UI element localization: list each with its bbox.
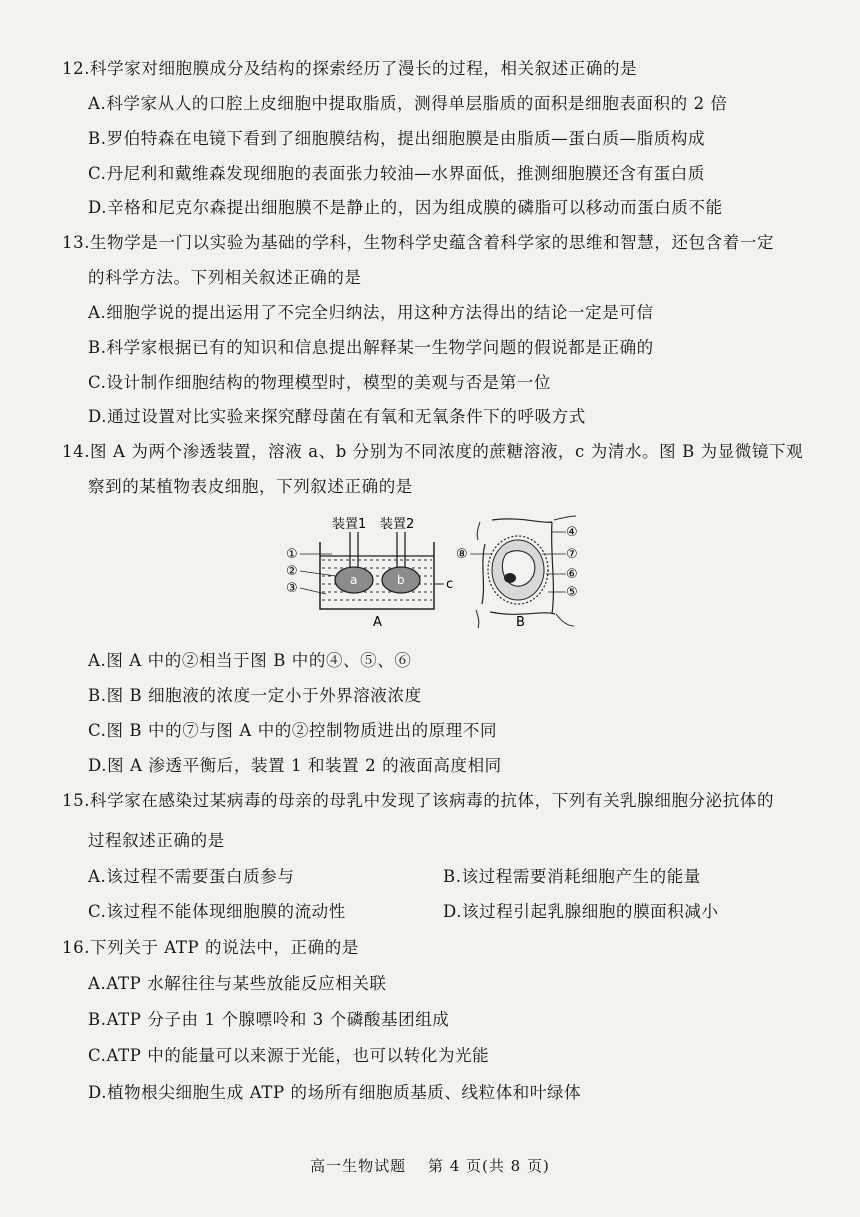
q14-stem-line1: 14.图 A 为两个渗透装置，溶液 a、b 分别为不同浓度的蔗糖溶液，c 为清水。图 B 为显微镜下观 — [62, 442, 804, 461]
solution-a-label: a — [350, 573, 358, 587]
device1-label: 装置1 — [332, 517, 367, 532]
q14-stem-line2: 察到的某植物表皮细胞，下列叙述正确的是 — [88, 477, 413, 496]
solution-b-label: b — [397, 573, 405, 587]
label-7: ⑦ — [566, 547, 578, 562]
q14-option-b: B.图 B 细胞液的浓度一定小于外界溶液浓度 — [88, 686, 422, 705]
q12-option-d: D.辛格和尼克尔森提出细胞膜不是静止的，因为组成膜的磷脂可以移动而蛋白质不能 — [88, 198, 723, 217]
q13-option-d: D.通过设置对比实验来探究酵母菌在有氧和无氧条件下的呼吸方式 — [88, 407, 586, 426]
q16-stem: 16.下列关于 ATP 的说法中，正确的是 — [62, 938, 359, 957]
q15-option-d: D.该过程引起乳腺细胞的膜面积减小 — [443, 902, 719, 921]
solution-c-label: c — [446, 577, 454, 592]
q12-stem: 12.科学家对细胞膜成分及结构的探索经历了漫长的过程，相关叙述正确的是 — [62, 59, 638, 78]
q15-stem-line1: 15.科学家在感染过某病毒的母亲的母乳中发现了该病毒的抗体，下列有关乳腺细胞分泌抗体的 — [62, 791, 775, 810]
osmosis-diagram — [280, 514, 610, 632]
q14-option-a: A.图 A 中的②相当于图 B 中的④、⑤、⑥ — [88, 651, 412, 670]
caption-a: A — [373, 615, 382, 630]
q13-option-a: A.细胞学说的提出运用了不完全归纳法，用这种方法得出的结论一定是可信 — [88, 303, 654, 322]
q16-option-d: D.植物根尖细胞生成 ATP 的场所有细胞质基质、线粒体和叶绿体 — [88, 1083, 582, 1102]
page-footer — [0, 1155, 860, 1176]
q13-stem-line1: 13.生物学是一门以实验为基础的学科，生物科学史蕴含着科学家的思维和智慧，还包含着一定 — [62, 233, 775, 252]
q12-option-c: C.丹尼利和戴维森发现细胞的表面张力较油—水界面低，推测细胞膜还含有蛋白质 — [88, 164, 705, 183]
q15-stem-line2: 过程叙述正确的是 — [88, 831, 225, 850]
q12-option-b: B.罗伯特森在电镜下看到了细胞膜结构，提出细胞膜是由脂质—蛋白质—脂质构成 — [88, 129, 706, 148]
footer-subject: 高一生物试题 — [310, 1157, 407, 1175]
q14-option-d: D.图 A 渗透平衡后，装置 1 和装置 2 的液面高度相同 — [88, 756, 502, 775]
label-8: ⑧ — [456, 547, 468, 562]
q16-option-c: C.ATP 中的能量可以来源于光能，也可以转化为光能 — [88, 1046, 490, 1065]
label-6: ⑥ — [566, 567, 578, 582]
q12-option-a: A.科学家从人的口腔上皮细胞中提取脂质，测得单层脂质的面积是细胞表面积的 2 倍 — [88, 94, 728, 113]
q16-option-a: A.ATP 水解往往与某些放能反应相关联 — [88, 974, 387, 993]
q15-option-b: B.该过程需要消耗细胞产生的能量 — [443, 867, 701, 886]
osmosis-figure — [280, 514, 610, 632]
q13-stem-line2: 的科学方法。下列相关叙述正确的是 — [88, 268, 362, 287]
q16-option-b: B.ATP 分子由 1 个腺嘌呤和 3 个磷酸基团组成 — [88, 1010, 450, 1029]
device2-label: 装置2 — [380, 517, 415, 532]
q15-option-a: A.该过程不需要蛋白质参与 — [88, 867, 295, 886]
q14-option-c: C.图 B 中的⑦与图 A 中的②控制物质进出的原理不同 — [88, 721, 498, 740]
label-5: ⑤ — [566, 585, 578, 600]
q13-option-c: C.设计制作细胞结构的物理模型时，模型的美观与否是第一位 — [88, 373, 552, 392]
q13-option-b: B.科学家根据已有的知识和信息提出解释某一生物学问题的假说都是正确的 — [88, 338, 654, 357]
q15-option-c: C.该过程不能体现细胞膜的流动性 — [88, 902, 346, 921]
label-3: ③ — [286, 581, 298, 596]
footer-page-number: 第 4 页(共 8 页) — [427, 1157, 550, 1175]
caption-b: B — [516, 615, 525, 630]
label-2: ② — [286, 564, 298, 579]
label-1: ① — [286, 547, 298, 562]
nucleus — [504, 573, 516, 583]
label-4: ④ — [566, 525, 578, 540]
